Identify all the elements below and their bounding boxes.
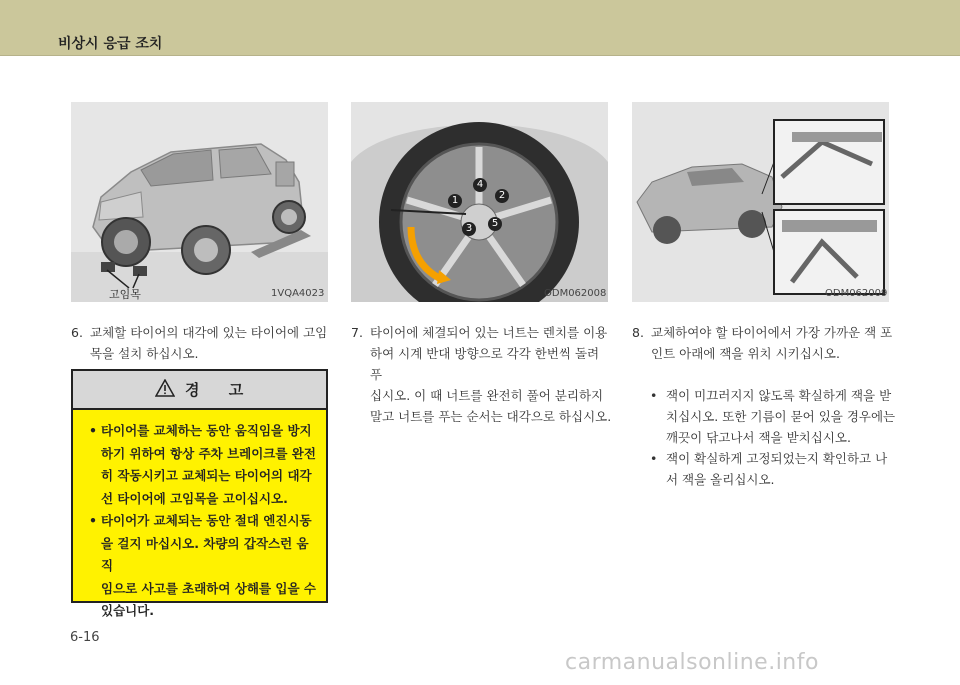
warning-box (71, 369, 328, 618)
bullet-dot: • (650, 388, 658, 403)
bullet-dot: • (650, 451, 658, 466)
figure-code: ODM062008 (544, 288, 607, 299)
chock-callout: 고임목 (109, 288, 141, 301)
nut-marker-1: 1 (448, 194, 462, 208)
page-title: 비상시 응급 조치 (58, 36, 163, 52)
nut-marker-2: 2 (495, 189, 509, 203)
figure-jack-point (632, 102, 889, 302)
nut-marker-4: 4 (473, 178, 487, 192)
list-item (646, 385, 896, 448)
warning-line: 히 작동시키고 교체되는 타이어의 대각 (101, 468, 312, 483)
bullet-line: 잭이 확실하게 고정되었는지 확인하고 나 (666, 451, 888, 466)
figure-wheel-chock (71, 102, 328, 302)
figure-code: ODM062009 (825, 288, 888, 299)
jack-illustration (632, 102, 889, 302)
step-line: 인트 아래에 잭을 위치 시키십시오. (651, 346, 840, 361)
warning-item (87, 510, 319, 623)
watermark: carmanualsonline.info (565, 650, 819, 675)
step-line: 말고 너트를 푸는 순서는 대각으로 하십시오. (370, 409, 612, 424)
step-line: 교체할 타이어의 대각에 있는 타이어에 고임 (90, 325, 328, 340)
warning-line: 선 타이어에 고임목을 고이십시오. (101, 490, 288, 506)
step-line: 목을 설치 하십시오. (90, 346, 199, 361)
step-line: 십시오. 이 때 너트를 완전히 풀어 분리하지 (370, 388, 604, 403)
warning-line: 타이어를 교체하는 동안 움직임을 방지 (101, 423, 312, 438)
step-line: 하여 시계 반대 방향으로 각각 한번씩 돌려 푸 (370, 346, 600, 382)
warning-header (73, 371, 326, 410)
figure-wheel-nuts (351, 102, 608, 302)
step-number: 7. (351, 325, 363, 340)
bullet-dot: • (89, 513, 97, 528)
header-rule (0, 55, 960, 56)
bullet-dot: • (89, 423, 97, 438)
warning-line: 하기 위하여 항상 주차 브레이크를 완전 (101, 445, 316, 461)
step-number: 6. (71, 325, 83, 340)
warning-line: 임으로 사고를 초래하여 상해를 입을 수 (101, 580, 316, 596)
wheel-illustration (351, 102, 608, 302)
warning-title: 경 고 (185, 381, 256, 399)
suv-chock-illustration (71, 102, 328, 302)
warning-line: 타이어가 교체되는 동안 절대 엔진시동 (101, 513, 312, 528)
warning-line: 있습니다. (101, 603, 155, 618)
step-line: 타이어에 체결되어 있는 너트는 렌치를 이용 (370, 325, 608, 340)
step-8-bullets (646, 385, 896, 490)
warning-item (87, 420, 319, 510)
nut-marker-5: 5 (488, 217, 502, 231)
page-number: 6-16 (70, 630, 100, 645)
step-line: 교체하여야 할 타이어에서 가장 가까운 잭 포 (651, 325, 893, 340)
figure-code: 1VQA4023 (271, 288, 325, 299)
warning-body (87, 420, 319, 623)
bullet-line: 깨끗이 닦고나서 잭을 받치십시오. (666, 430, 851, 445)
bullet-line: 잭이 미끄러지지 않도록 확실하게 잭을 받 (666, 388, 892, 403)
warning-line: 을 걸지 마십시오. 차량의 갑작스런 움직 (101, 535, 309, 573)
nut-marker-3: 3 (462, 222, 476, 236)
step-number: 8. (632, 325, 644, 340)
bullet-line: 서 잭을 올리십시오. (666, 472, 775, 487)
bullet-line: 치십시오. 또한 기름이 묻어 있을 경우에는 (666, 409, 896, 424)
warning-triangle-icon (155, 379, 175, 397)
list-item (646, 448, 896, 490)
